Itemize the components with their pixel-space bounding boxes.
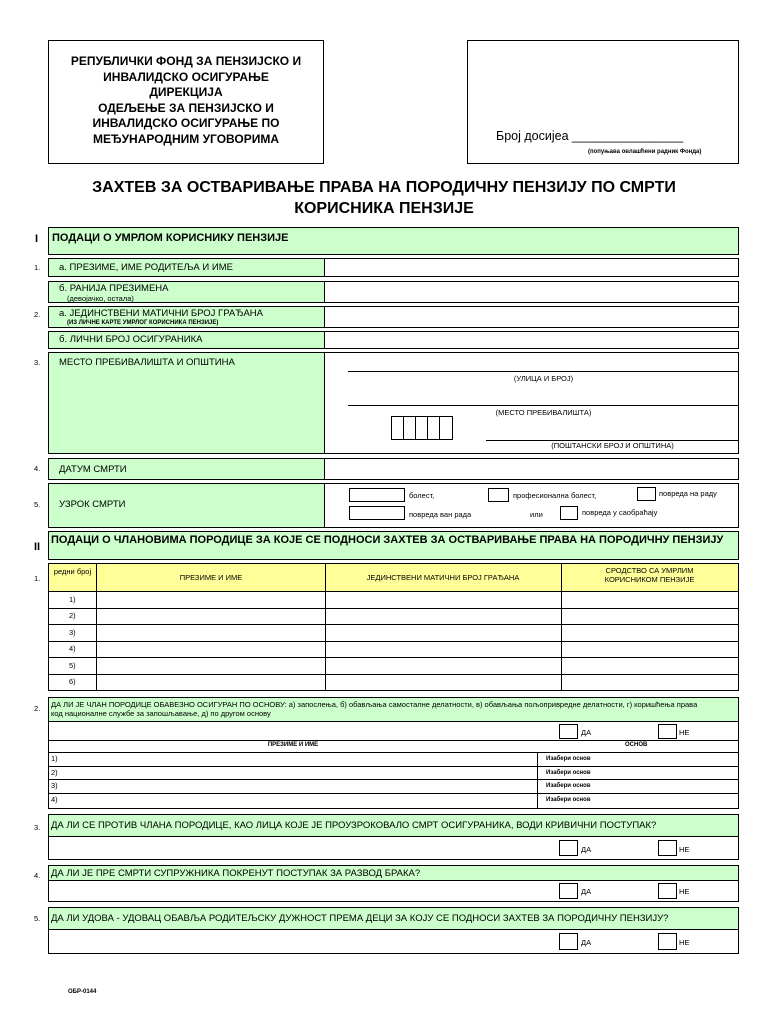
list-item: 3): [51, 781, 58, 790]
checkbox-no[interactable]: [658, 883, 677, 899]
item-number: 5.: [34, 914, 41, 923]
jmbg-note: (ИЗ ЛИЧНЕ КАРТЕ УМРЛОГ КОРИСНИКА ПЕНЗИЈЕ): [67, 320, 219, 326]
item-number: 4.: [34, 464, 41, 473]
former-surnames-text: б. РАНИЈА ПРЕЗИМЕНА: [59, 283, 169, 294]
label-yes: ДА: [581, 728, 592, 737]
col-relation-header: СРОДСТВО СА УМРЛИМ КОРИСНИКОМ ПЕНЗИЈЕ: [604, 566, 695, 584]
label-yes: ДА: [581, 887, 592, 896]
item-number: 3.: [34, 823, 41, 832]
list-item: 2): [51, 768, 58, 777]
sub-name-header: ПРЕЗИМЕ И ИМЕ: [267, 742, 319, 748]
title-line-1: ЗАХТЕВ ЗА ОСТВАРИВАЊЕ ПРАВА НА ПОРОДИЧНУ ПЕНЗИЈУ ПО СМРТИ: [92, 179, 676, 196]
basis-select[interactable]: Изабери основ: [546, 770, 591, 776]
item-number: 1.: [34, 263, 41, 272]
checkbox-no[interactable]: [658, 724, 677, 739]
section-1-heading: ПОДАЦИ О УМРЛОМ КОРИСНИКУ ПЕНЗИЈЕ: [48, 227, 739, 255]
label-yes: ДА: [581, 845, 592, 854]
item-number: 1.: [34, 574, 41, 583]
table-row: 6): [69, 677, 76, 686]
insurance-table: [48, 722, 739, 809]
street-caption: (УЛИЦА И БРОЈ): [513, 374, 574, 383]
question-4-answer: [48, 881, 739, 902]
label-traffic: повреда у саобраћају: [582, 508, 658, 517]
item-number: 5.: [34, 500, 41, 509]
postal-caption: (ПОШТАНСКИ БРОЈ И ОПШТИНА): [551, 441, 674, 450]
institution-box: [48, 40, 324, 164]
label-residence: МЕСТО ПРЕБИВАЛИШТА И ОПШТИНА: [48, 352, 325, 454]
input-date-of-death[interactable]: [324, 458, 739, 480]
checkbox-traffic[interactable]: [560, 506, 578, 520]
title-line-2: КОРИСНИКА ПЕНЗИЈЕ: [294, 200, 474, 217]
place-caption: (МЕСТО ПРЕБИВАЛИШТА): [495, 408, 592, 417]
section-2-number: II: [34, 541, 41, 553]
place-line[interactable]: [348, 405, 739, 406]
question-3: ДА ЛИ СЕ ПРОТИВ ЧЛАНА ПОРОДИЦЕ, КАО ЛИЦА КОЈЕ ЈЕ ПРОУЗРОКОВАЛО СМРТ ОСИГУРАНИКА, ВОДИ КРИВИЧНИ ПОСТУПАК?: [48, 814, 739, 837]
institution-line: ИНВАЛИДСКО ОСИГУРАЊЕ ПО: [92, 116, 280, 130]
question-5: ДА ЛИ УДОВА - УДОВАЦ ОБАВЉА РОДИТЕЉСКУ ДУЖНОСТ ПРЕМА ДЕЦИ ЗА КОЈУ СЕ ПОДНОСИ ЗАХТЕВ ЗА ПОРОДИЧНУ ПЕНЗИЈУ?: [48, 907, 739, 930]
input-insured-number[interactable]: [324, 331, 739, 349]
residence-area: [324, 352, 739, 454]
table-row: 1): [69, 595, 76, 604]
label-surname-parent-name: а. ПРЕЗИМЕ, ИМЕ РОДИТЕЉА И ИМЕ: [48, 258, 325, 277]
dossier-label[interactable]: Број досијеа ________________: [496, 129, 684, 143]
section-2-heading: ПОДАЦИ О ЧЛАНОВИМА ПОРОДИЦЕ ЗА КОЈЕ СЕ ПОДНОСИ ЗАХТЕВ ЗА ОСТВАРИВАЊЕ ПРАВА НА ПОРОДИЧНУ ПЕНЗИЈУ: [48, 531, 739, 560]
label-outside-work: повреда ван рада: [409, 510, 472, 519]
table-row: 3): [69, 628, 76, 637]
label-no: НЕ: [679, 845, 690, 854]
checkbox-illness[interactable]: [349, 488, 405, 502]
street-line[interactable]: [348, 371, 739, 372]
col-no-header: редни број: [53, 567, 92, 576]
table-row: 2): [69, 611, 76, 620]
table-row: 4): [69, 644, 76, 653]
label-cause-of-death: УЗРОК СМРТИ: [48, 483, 325, 528]
label-no: НЕ: [679, 938, 690, 947]
page-title: [0, 177, 768, 219]
basis-select[interactable]: Изабери основ: [546, 783, 591, 789]
label-no: НЕ: [679, 887, 690, 896]
checkbox-yes[interactable]: [559, 883, 578, 899]
question-3-answer: [48, 837, 739, 860]
institution-line: ОДЕЉЕЊЕ ЗА ПЕНЗИЈСКО И: [98, 100, 274, 115]
checkbox-no[interactable]: [658, 933, 677, 950]
input-surname-parent-name[interactable]: [324, 258, 739, 277]
basis-select[interactable]: Изабери основ: [546, 797, 591, 803]
family-table: [48, 563, 739, 691]
label-work-injury: повреда на раду: [659, 489, 717, 498]
label-former-surnames: [48, 281, 325, 303]
question-4: ДА ЛИ ЈЕ ПРЕ СМРТИ СУПРУЖНИКА ПОКРЕНУТ ПОСТУПАК ЗА РАЗВОД БРАКА?: [48, 865, 739, 881]
item-number: 2.: [34, 704, 41, 713]
col-name-header: ПРЕЗИМЕ И ИМЕ: [179, 573, 243, 582]
checkbox-no[interactable]: [658, 840, 677, 856]
sub-basis-header: ОСНОВ: [625, 742, 648, 748]
postal-code-boxes[interactable]: [391, 416, 453, 440]
input-jmbg[interactable]: [324, 306, 739, 328]
checkbox-yes[interactable]: [559, 933, 578, 950]
label-yes: ДА: [581, 938, 592, 947]
checkbox-outside-work[interactable]: [349, 506, 405, 520]
former-surnames-note: (девојачко, остала): [67, 294, 134, 303]
section-1-number: I: [35, 233, 39, 245]
dossier-note: (попуњава овлашћени радник Фонда): [588, 149, 702, 155]
list-item: 4): [51, 795, 58, 804]
checkbox-yes[interactable]: [559, 724, 578, 739]
list-item: 1): [51, 754, 58, 763]
label-no: НЕ: [679, 728, 690, 737]
institution-line: ДИРЕКЦИЈА: [149, 85, 223, 99]
institution-line: РЕПУБЛИЧКИ ФОНД ЗА ПЕНЗИЈСКО И: [70, 54, 302, 68]
institution-line: МЕЂУНАРОДНИМ УГОВОРИМА: [92, 131, 280, 146]
jmbg-text: а. ЈЕДИНСТВЕНИ МАТИЧНИ БРОЈ ГРАЂАНА: [59, 308, 263, 319]
label-or: или: [530, 510, 543, 519]
question-2: ДА ЛИ ЈЕ ЧЛАН ПОРОДИЦЕ ОБАВЕЗНО ОСИГУРАН ПО ОСНОВУ: а) запослења, б) обављања самосталне делатности, в) обављања пољопривредне делатности, г) коришћења права код националне службе за запошљавање, д) по другом основу: [48, 697, 739, 722]
input-former-surnames[interactable]: [324, 281, 739, 303]
question-5-answer: [48, 930, 739, 954]
checkbox-occupational[interactable]: [488, 488, 509, 502]
label-jmbg: [48, 306, 325, 328]
table-row: 5): [69, 661, 76, 670]
label-illness: болест,: [409, 491, 435, 500]
dossier-box: [467, 40, 739, 164]
item-number: 4.: [34, 871, 41, 880]
checkbox-work-injury[interactable]: [637, 487, 656, 501]
label-date-of-death: ДАТУМ СМРТИ: [48, 458, 325, 480]
basis-select[interactable]: Изабери основ: [546, 756, 591, 762]
item-number: 2.: [34, 310, 41, 319]
checkbox-yes[interactable]: [559, 840, 578, 856]
label-insured-number: б. ЛИЧНИ БРОЈ ОСИГУРАНИКА: [48, 331, 325, 349]
col-jmbg-header: ЈЕДИНСТВЕНИ МАТИЧНИ БРОЈ ГРАЂАНА: [366, 573, 520, 582]
institution-line: ИНВАЛИДСКО ОСИГУРАЊЕ: [103, 69, 269, 84]
form-code: ОБР-0144: [68, 989, 97, 995]
label-occupational: професионална болест,: [513, 491, 597, 500]
item-number: 3.: [34, 358, 41, 367]
